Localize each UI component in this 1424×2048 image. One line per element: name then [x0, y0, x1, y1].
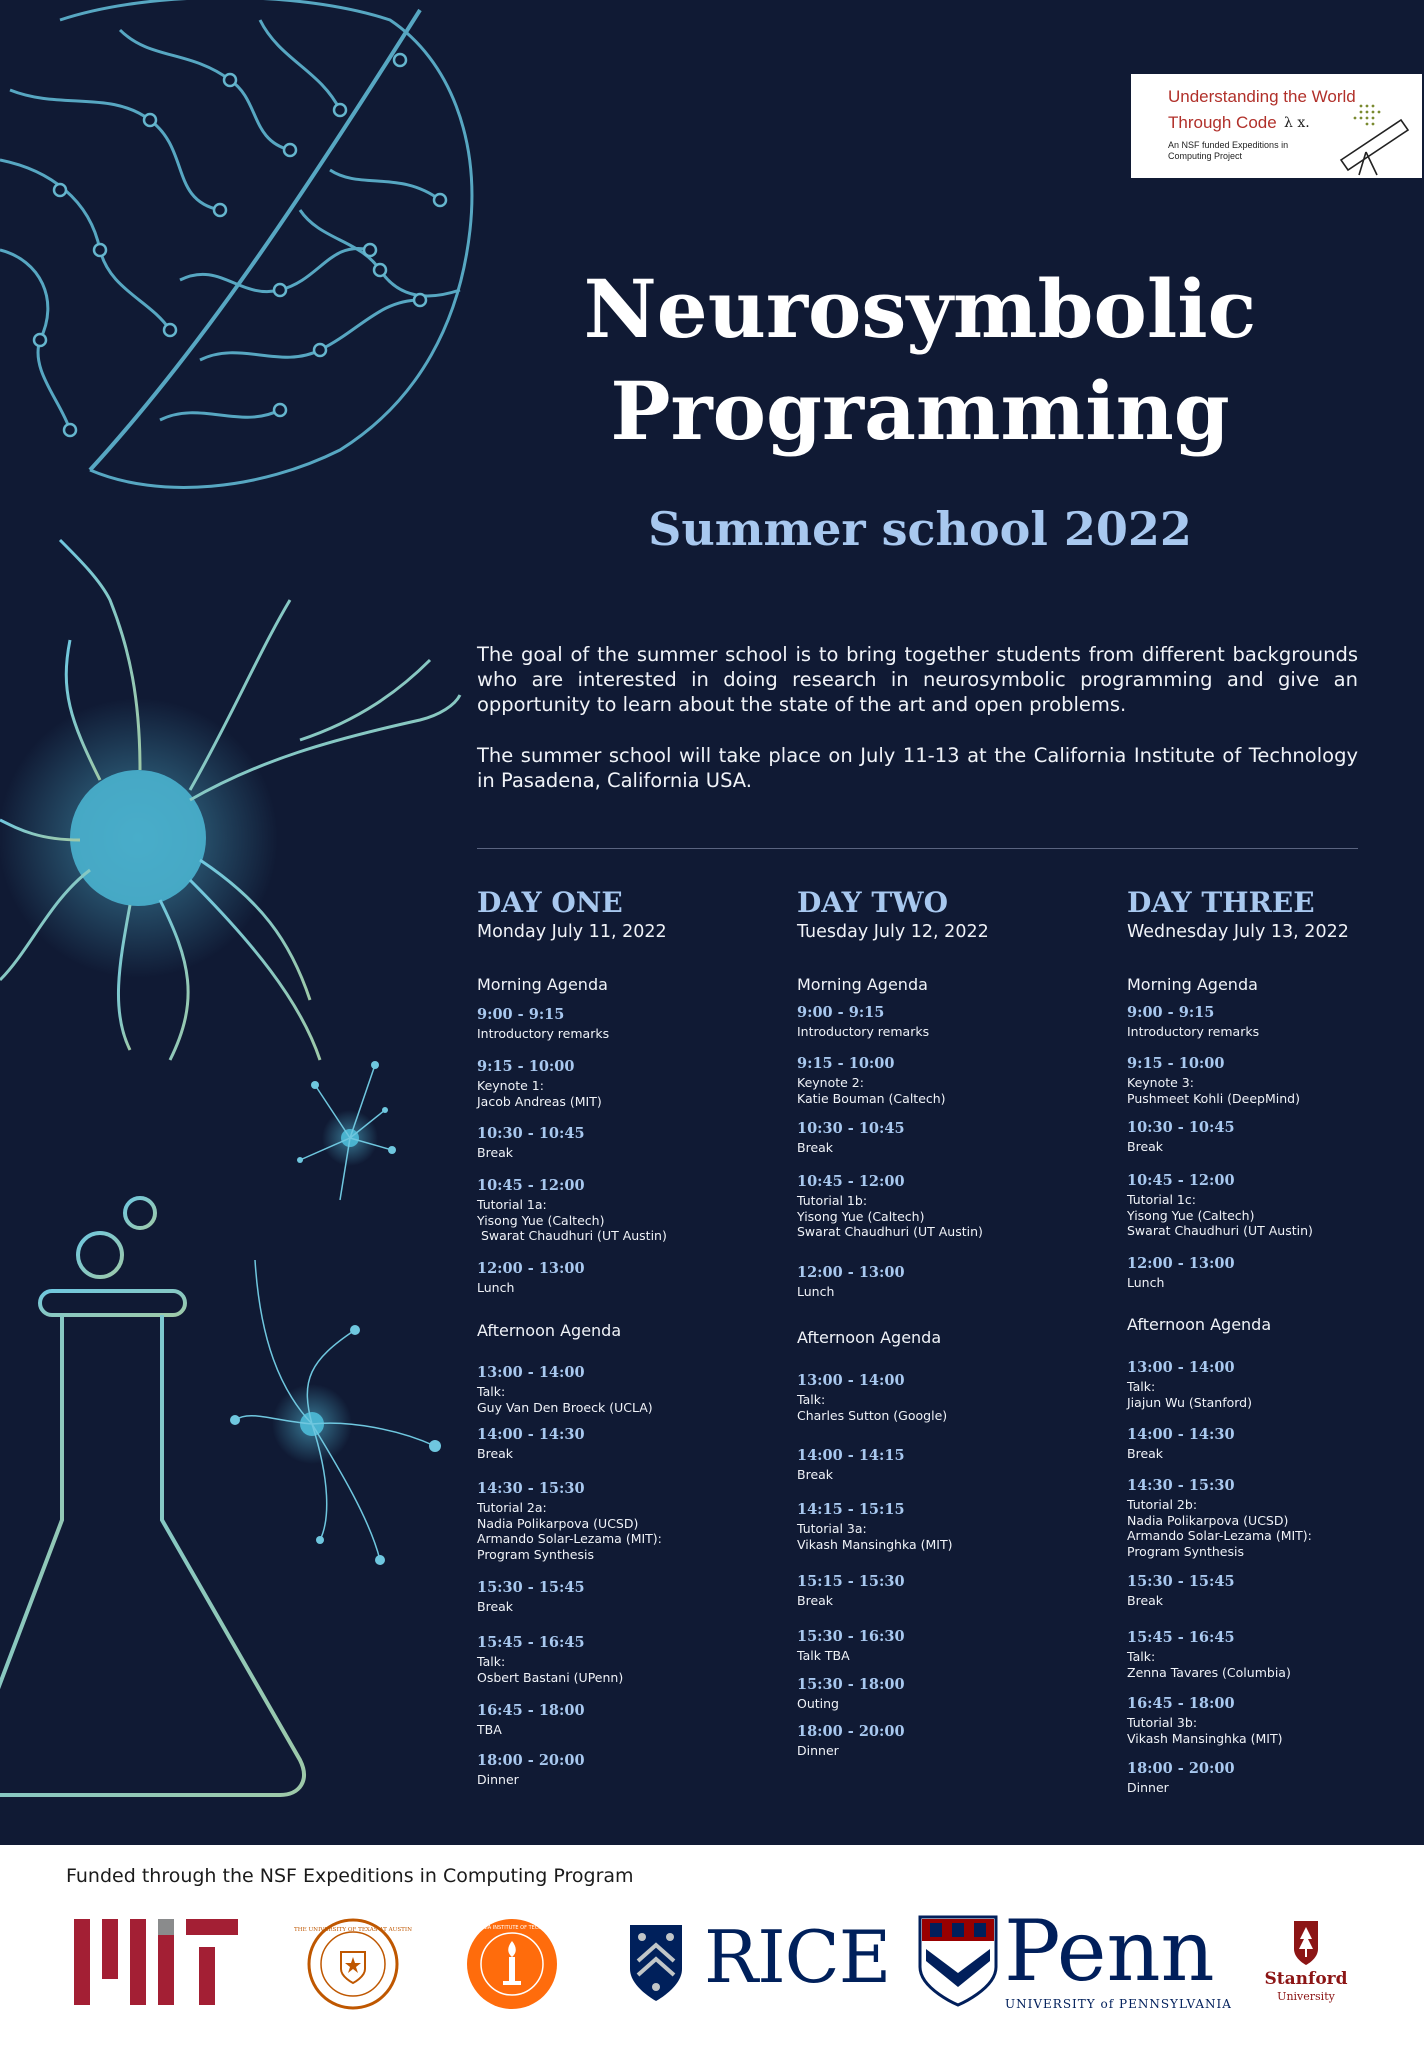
funded-text: Funded through the NSF Expeditions in Computing Program [66, 1865, 634, 1887]
schedule-entry [1127, 1004, 1259, 1040]
entry-desc: TBA [477, 1722, 502, 1737]
entry-desc: Talk: Jiajun Wu (Stanford) [1127, 1379, 1252, 1410]
entry-desc: Tutorial 1c: Yisong Yue (Caltech) Swarat Chaudhuri (UT Austin) [1127, 1192, 1313, 1239]
entry-time: 15:30 - 18:00 [797, 1676, 905, 1693]
schedule-entry [1127, 1055, 1300, 1106]
logo-line-2: Through Code [1168, 113, 1277, 132]
small-neuron-icon [230, 1260, 441, 1565]
schedule-entry [1127, 1760, 1235, 1796]
brain-icon [0, 0, 472, 487]
entry-desc: Talk: Zenna Tavares (Columbia) [1127, 1649, 1291, 1680]
day-date: Tuesday July 12, 2022 [797, 922, 989, 942]
entry-desc: Talk TBA [797, 1648, 850, 1663]
day-one-header [477, 885, 667, 942]
afternoon-agenda-label: Afternoon Agenda [1127, 1315, 1272, 1334]
entry-desc: Lunch [477, 1280, 515, 1295]
schedule-entry [797, 1372, 947, 1423]
flask-icon [0, 1198, 304, 1795]
schedule-entry [797, 1004, 929, 1040]
entry-time: 15:30 - 15:45 [477, 1579, 585, 1596]
entry-desc: Dinner [797, 1743, 839, 1758]
day-name: DAY ONE [477, 886, 623, 919]
schedule-entry [797, 1120, 905, 1156]
footer [0, 1845, 1424, 2048]
schedule-entry [797, 1628, 905, 1664]
intro-paragraph-2: The summer school will take place on July 11-13 at the California Institute of Technology in Pasadena, California USA. [477, 744, 1358, 792]
entry-time: 12:00 - 13:00 [797, 1264, 905, 1281]
entry-desc: Break [797, 1140, 834, 1155]
svg-text:THE UNIVERSITY OF TEXAS AT AUS: THE UNIVERSITY OF TEXAS AT AUSTIN [293, 1927, 413, 1933]
intro-paragraph-1: The goal of the summer school is to bring together students from different backgrounds who are interested in doing research in neurosymbolic programming and give an opportunity to learn about the state of the art and open problems. [477, 643, 1358, 716]
entry-desc: Break [477, 1145, 514, 1160]
entry-time: 14:00 - 14:30 [1127, 1426, 1235, 1443]
entry-time: 15:45 - 16:45 [1127, 1629, 1235, 1646]
expedition-logo [1131, 74, 1422, 178]
schedule-entry [477, 1579, 585, 1615]
logo-tagline: An NSF funded Expeditions in Computing Project [1168, 140, 1289, 161]
subtitle: Summer school 2022 [648, 502, 1192, 556]
morning-agenda-label: Morning Agenda [477, 975, 608, 994]
entry-time: 18:00 - 20:00 [1127, 1760, 1235, 1777]
entry-time: 15:15 - 15:30 [797, 1573, 905, 1590]
penn-logo-text: Penn [1004, 1902, 1215, 2000]
entry-time: 18:00 - 20:00 [477, 1752, 585, 1769]
entry-desc: Introductory remarks [797, 1024, 930, 1039]
schedule-entry [1127, 1695, 1282, 1746]
telescope-icon [1311, 100, 1411, 175]
schedule-entry [797, 1573, 905, 1609]
entry-desc: Break [1127, 1446, 1164, 1461]
schedule-entry [797, 1055, 946, 1106]
entry-desc: Tutorial 1b: Yisong Yue (Caltech) Swarat Chaudhuri (UT Austin) [797, 1193, 983, 1240]
entry-time: 16:45 - 18:00 [1127, 1695, 1235, 1712]
schedule-entry [1127, 1119, 1235, 1155]
entry-time: 10:30 - 10:45 [477, 1125, 585, 1142]
schedule-entry [477, 1702, 585, 1738]
schedule-entry [797, 1676, 905, 1712]
entry-desc: Tutorial 3a: Vikash Mansinghka (MIT) [797, 1521, 953, 1552]
day-date: Monday July 11, 2022 [477, 922, 667, 942]
title-line-2: Programming [610, 364, 1230, 458]
title-line-1: Neurosymbolic [583, 262, 1257, 356]
lambda-symbol: λ x. [1284, 115, 1310, 131]
page-title [470, 258, 1370, 462]
schedule-entry [797, 1173, 983, 1240]
entry-time: 16:45 - 18:00 [477, 1702, 585, 1719]
entry-time: 15:30 - 15:45 [1127, 1573, 1235, 1590]
stanford-subtitle: University [1277, 1990, 1335, 2003]
entry-desc: Break [1127, 1139, 1164, 1154]
stanford-logo-text: Stanford [1264, 1969, 1348, 1989]
entry-time: 9:15 - 10:00 [1127, 1055, 1225, 1072]
small-neuron-icon [297, 1061, 396, 1200]
schedule-entry [477, 1058, 602, 1109]
entry-time: 14:00 - 14:15 [797, 1447, 905, 1464]
entry-time: 14:30 - 15:30 [477, 1480, 585, 1497]
entry-desc: Break [797, 1467, 834, 1482]
schedule-entry [797, 1264, 905, 1300]
schedule-entry [477, 1426, 585, 1462]
entry-time: 10:45 - 12:00 [477, 1177, 585, 1194]
entry-desc: Talk: Charles Sutton (Google) [797, 1392, 948, 1423]
schedule-entry [477, 1260, 585, 1296]
stanford-tree-icon [1290, 1919, 1322, 1967]
penn-subtitle: UNIVERSITY of PENNSYLVANIA [1005, 1997, 1232, 2011]
entry-desc: Dinner [1127, 1780, 1169, 1795]
entry-time: 15:30 - 16:30 [797, 1628, 905, 1645]
morning-agenda-label: Morning Agenda [1127, 975, 1258, 994]
schedule-entry [797, 1723, 905, 1759]
entry-desc: Tutorial 2a: Nadia Polikarpova (UCSD) Armando Solar-Lezama (MIT): Program Synthesis [477, 1500, 662, 1562]
entry-desc: Keynote 2: Katie Bouman (Caltech) [797, 1075, 946, 1106]
afternoon-agenda-label: Afternoon Agenda [797, 1328, 942, 1347]
entry-time: 14:30 - 15:30 [1127, 1477, 1235, 1494]
schedule-entry [477, 1634, 623, 1685]
entry-time: 9:00 - 9:15 [1127, 1004, 1215, 1021]
entry-desc: Introductory remarks [477, 1026, 610, 1041]
entry-desc: Tutorial 1a: Yisong Yue (Caltech) Swarat Chaudhuri (UT Austin) [477, 1197, 667, 1244]
entry-desc: Talk: Osbert Bastani (UPenn) [477, 1654, 624, 1685]
entry-time: 14:15 - 15:15 [797, 1501, 905, 1518]
schedule-entry [477, 1006, 609, 1042]
entry-desc: Tutorial 2b: Nadia Polikarpova (UCSD) Armando Solar-Lezama (MIT): Program Synthesis [1127, 1497, 1312, 1559]
schedule-entry [1127, 1629, 1291, 1680]
entry-time: 12:00 - 13:00 [1127, 1255, 1235, 1272]
logo-line-1: Understanding the World [1168, 87, 1356, 106]
afternoon-agenda-label: Afternoon Agenda [477, 1321, 622, 1340]
entry-desc: Tutorial 3b: Vikash Mansinghka (MIT) [1127, 1715, 1283, 1746]
entry-desc: Outing [797, 1696, 839, 1711]
entry-desc: Break [477, 1599, 514, 1614]
caltech-seal [461, 1917, 563, 2011]
entry-desc: Keynote 3: Pushmeet Kohli (DeepMind) [1127, 1075, 1300, 1106]
entry-time: 15:45 - 16:45 [477, 1634, 585, 1651]
ut-austin-seal [293, 1917, 413, 2011]
svg-text:CALIFORNIA INSTITUTE OF TECHNO: CALIFORNIA INSTITUTE OF TECHNOLOGY [461, 1925, 563, 1931]
entry-time: 13:00 - 14:00 [797, 1372, 905, 1389]
entry-desc: Break [1127, 1593, 1164, 1608]
schedule-entry [477, 1125, 585, 1161]
entry-time: 9:00 - 9:15 [797, 1004, 885, 1021]
schedule-entry [797, 1447, 905, 1483]
neuron-icon [0, 540, 460, 1060]
schedule-entry [1127, 1255, 1235, 1291]
entry-time: 9:15 - 10:00 [797, 1055, 895, 1072]
entry-time: 10:30 - 10:45 [1127, 1119, 1235, 1136]
entry-time: 13:00 - 14:00 [477, 1364, 585, 1381]
schedule-entry [477, 1364, 653, 1415]
entry-time: 14:00 - 14:30 [477, 1426, 585, 1443]
schedule-entry [477, 1480, 662, 1562]
day-name: DAY THREE [1127, 886, 1315, 919]
entry-desc: Dinner [477, 1772, 519, 1787]
entry-desc: Lunch [797, 1284, 835, 1299]
entry-time: 10:45 - 12:00 [797, 1173, 905, 1190]
day-three-header [1127, 885, 1349, 942]
morning-agenda-label: Morning Agenda [797, 975, 928, 994]
entry-desc: Break [797, 1593, 834, 1608]
entry-desc: Introductory remarks [1127, 1024, 1260, 1039]
rice-logo-text: RICE [704, 1915, 891, 1999]
schedule-entry [797, 1501, 952, 1552]
schedule-entry [1127, 1359, 1252, 1410]
entry-time: 10:45 - 12:00 [1127, 1172, 1235, 1189]
mit-logo [74, 1919, 238, 2005]
entry-time: 13:00 - 14:00 [1127, 1359, 1235, 1376]
entry-desc: Break [477, 1446, 514, 1461]
rice-shield-icon [628, 1923, 684, 2003]
schedule-entry [477, 1177, 667, 1244]
day-name: DAY TWO [797, 886, 949, 919]
entry-time: 18:00 - 20:00 [797, 1723, 905, 1740]
schedule-entry [1127, 1477, 1312, 1559]
schedule-entry [1127, 1573, 1235, 1609]
penn-shield-icon [918, 1915, 998, 2007]
entry-time: 10:30 - 10:45 [797, 1120, 905, 1137]
day-two-header [797, 885, 989, 942]
entry-desc: Talk: Guy Van Den Broeck (UCLA) [477, 1384, 653, 1415]
entry-desc: Lunch [1127, 1275, 1165, 1290]
entry-time: 12:00 - 13:00 [477, 1260, 585, 1277]
divider [477, 848, 1358, 849]
entry-desc: Keynote 1: Jacob Andreas (MIT) [477, 1078, 602, 1109]
entry-time: 9:00 - 9:15 [477, 1006, 565, 1023]
entry-time: 9:15 - 10:00 [477, 1058, 575, 1075]
schedule-entry [477, 1752, 585, 1788]
schedule-entry [1127, 1172, 1313, 1239]
day-date: Wednesday July 13, 2022 [1127, 922, 1349, 942]
schedule-entry [1127, 1426, 1235, 1462]
